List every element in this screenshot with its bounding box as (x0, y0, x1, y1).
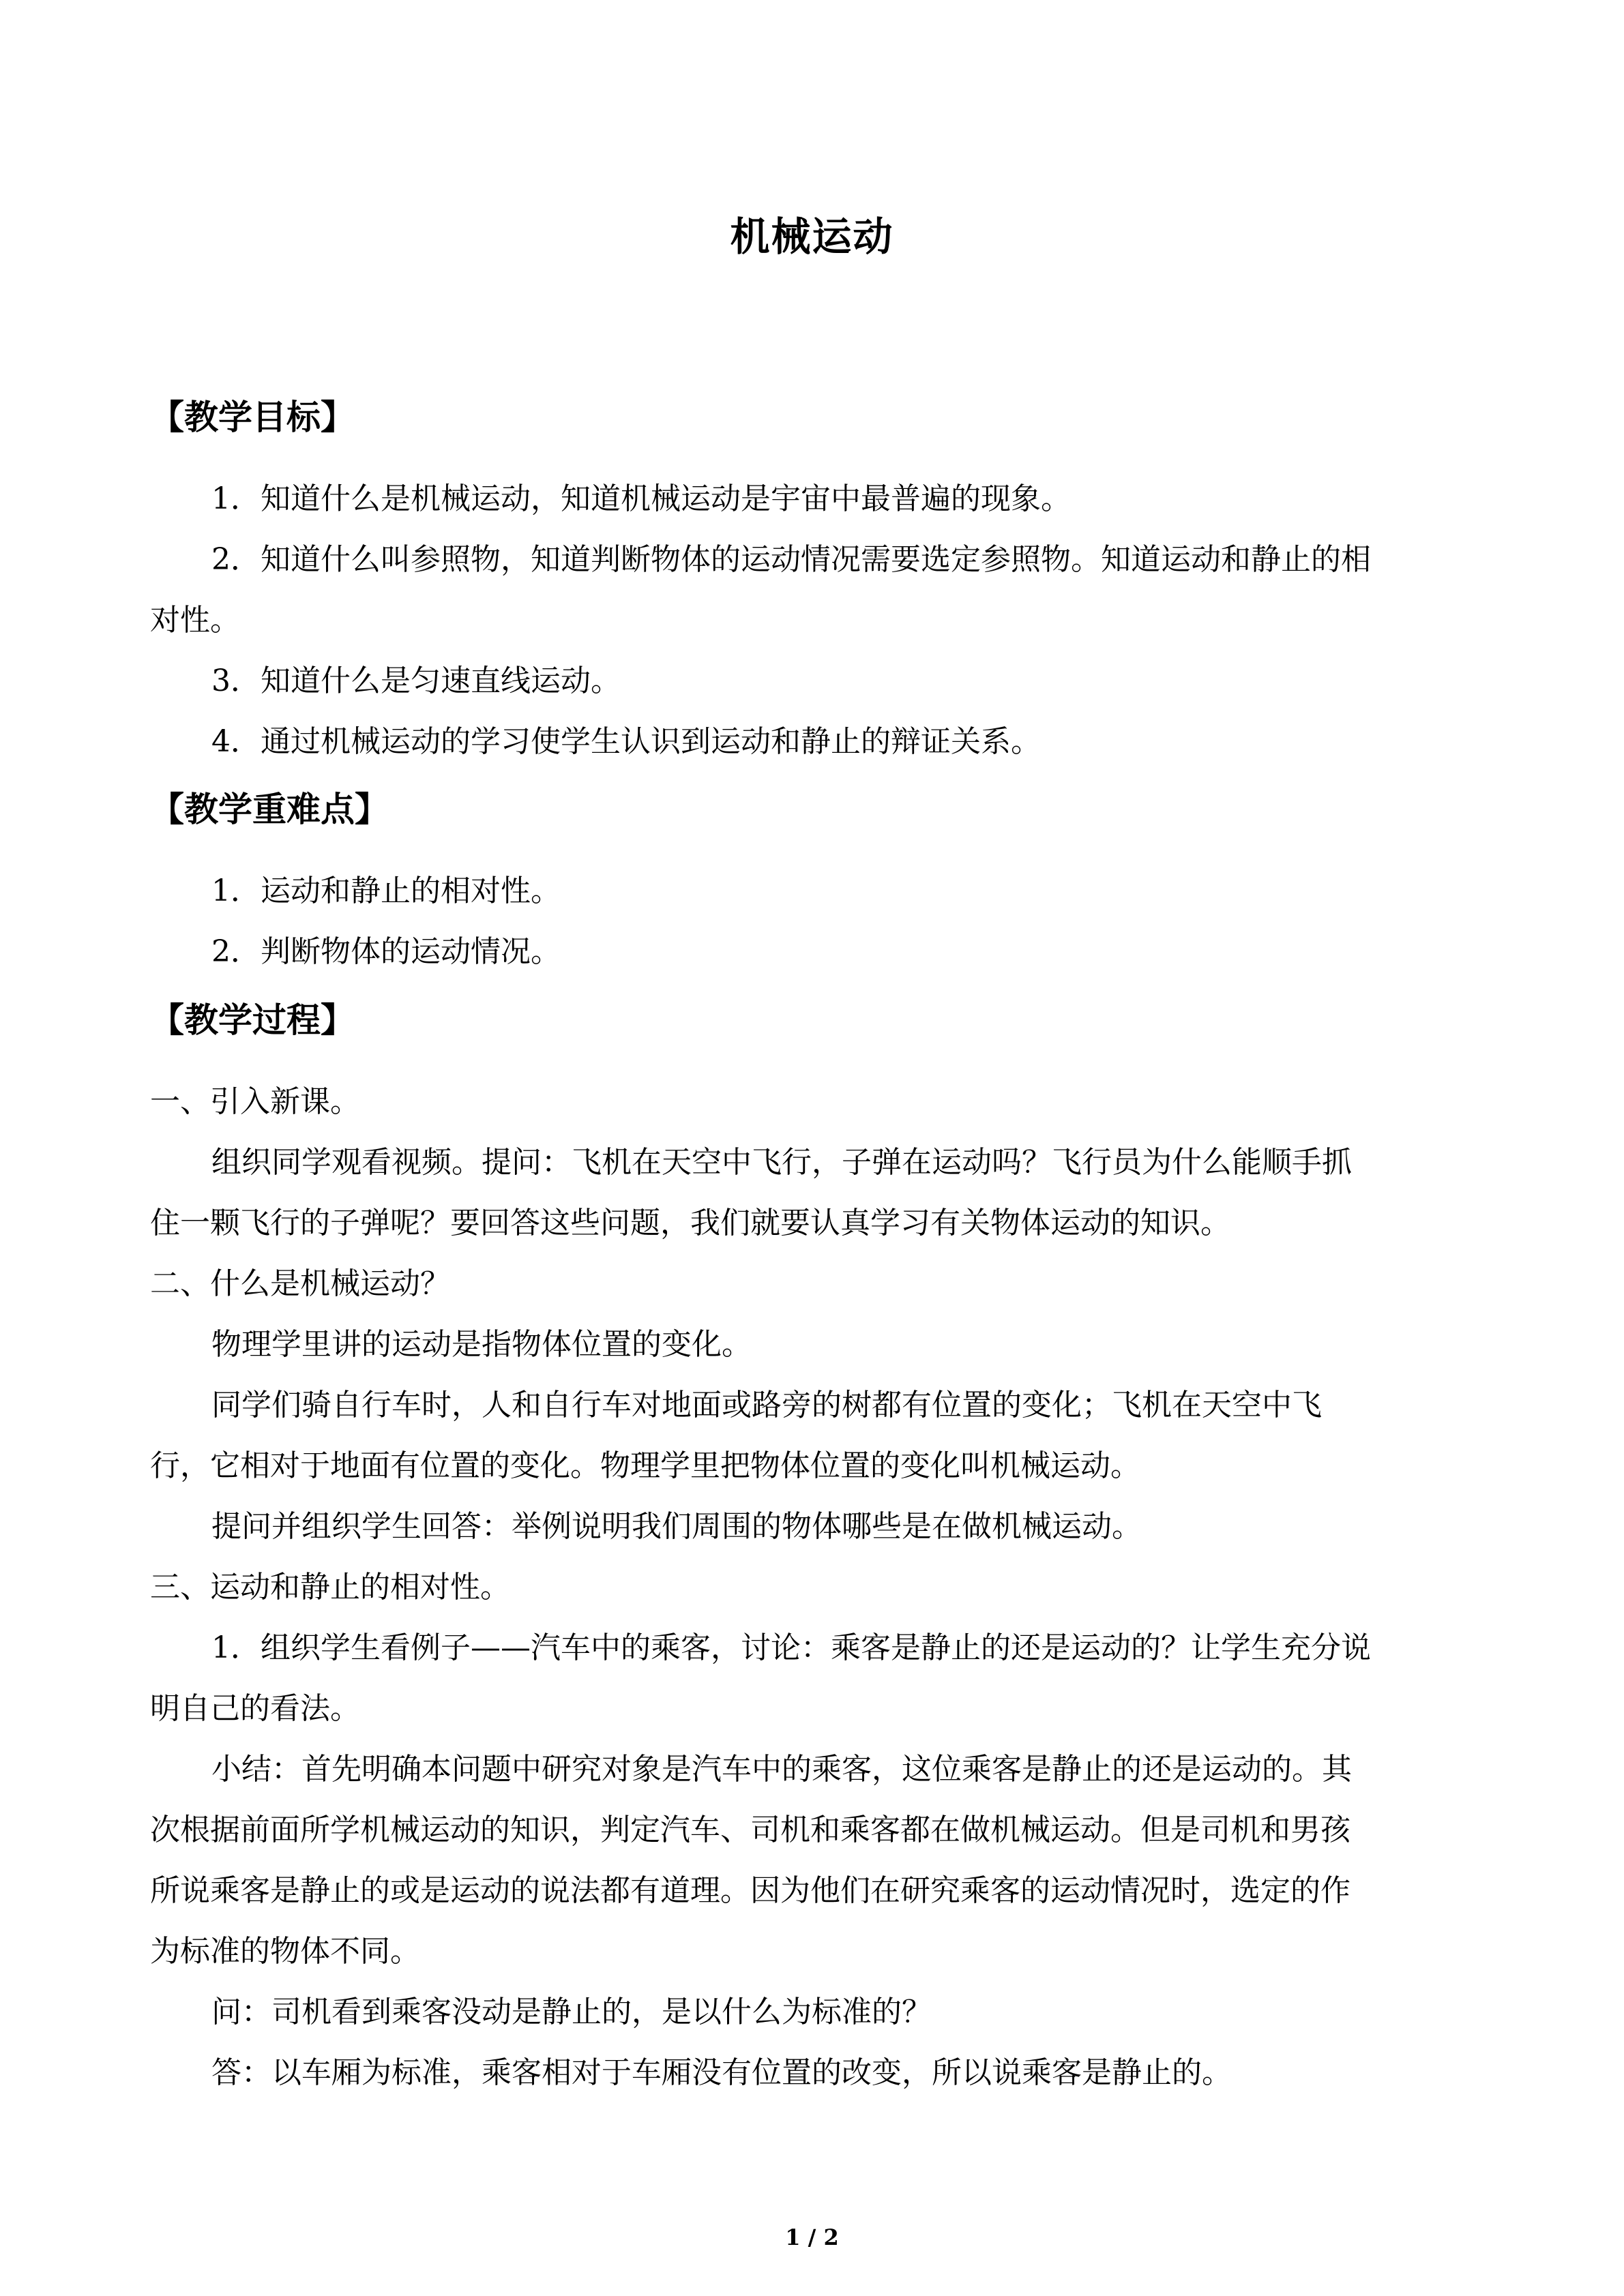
paragraph-line: 2．判断物体的运动情况。 (211, 934, 561, 969)
paragraph-line: 提问并组织学生回答：举例说明我们周围的物体哪些是在做机械运动。 (211, 1509, 1142, 1544)
paragraph-line: 明自己的看法。 (150, 1691, 360, 1726)
paragraph-line: 1．运动和静止的相对性。 (211, 874, 561, 908)
paragraph-line: 二、什么是机械运动？ (150, 1266, 450, 1301)
paragraph-line: 答：以车厢为标准，乘客相对于车厢没有位置的改变，所以说乘客是静止的。 (211, 2055, 1232, 2090)
paragraph-line: 问：司机看到乘客没动是静止的，是以什么为标准的？ (211, 1995, 932, 2029)
section-heading-process: 【教学过程】 (150, 1000, 355, 1040)
paragraph-line: 行，它相对于地面有位置的变化。物理学里把物体位置的变化叫机械运动。 (150, 1448, 1140, 1483)
paragraph-line: 4．通过机械运动的学习使学生认识到运动和静止的辩证关系。 (211, 724, 1041, 759)
paragraph-line: 次根据前面所学机械运动的知识，判定汽车、司机和乘客都在做机械运动。但是司机和男孩 (150, 1813, 1350, 1847)
document-title: 机械运动 (730, 213, 894, 260)
paragraph-line: 对性。 (150, 603, 240, 638)
section-heading-key-points: 【教学重难点】 (150, 790, 389, 829)
paragraph-line: 一、引入新课。 (150, 1084, 360, 1119)
paragraph-line: 组织同学观看视频。提问：飞机在天空中飞行，子弹在运动吗？飞行员为什么能顺手抓 (211, 1145, 1352, 1180)
paragraph-line: 住一颗飞行的子弹呢？要回答这些问题，我们就要认真学习有关物体运动的知识。 (150, 1206, 1230, 1240)
page-number: 1 / 2 (785, 2224, 839, 2250)
section-heading-goals: 【教学目标】 (150, 398, 355, 437)
paragraph-line: 所说乘客是静止的或是运动的说法都有道理。因为他们在研究乘客的运动情况时，选定的作 (150, 1873, 1350, 1908)
paragraph-line: 1．组织学生看例子——汽车中的乘客，讨论：乘客是静止的还是运动的？让学生充分说 (211, 1630, 1371, 1665)
paragraph-line: 三、运动和静止的相对性。 (150, 1570, 510, 1605)
paragraph-line: 为标准的物体不同。 (150, 1934, 420, 1969)
paragraph-line: 同学们骑自行车时，人和自行车对地面或路旁的树都有位置的变化；飞机在天空中飞 (211, 1388, 1322, 1422)
paragraph-line: 1．知道什么是机械运动，知道机械运动是宇宙中最普遍的现象。 (211, 481, 1071, 516)
paragraph-line: 小结：首先明确本问题中研究对象是汽车中的乘客，这位乘客是静止的还是运动的。其 (211, 1752, 1352, 1787)
paragraph-line: 2．知道什么叫参照物，知道判断物体的运动情况需要选定参照物。知道运动和静止的相 (211, 542, 1371, 577)
paragraph-line: 3．知道什么是匀速直线运动。 (211, 664, 621, 698)
paragraph-line: 物理学里讲的运动是指物体位置的变化。 (211, 1327, 752, 1362)
